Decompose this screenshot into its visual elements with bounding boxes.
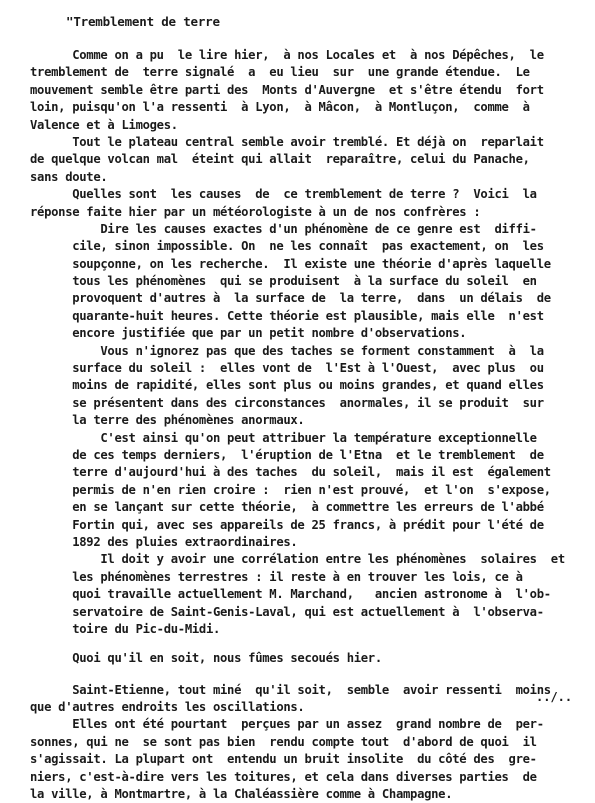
paragraph bbox=[30, 716, 575, 803]
spacer bbox=[30, 638, 575, 650]
text-line: les phénomènes terrestres : il reste à en trouver les lois, ce à bbox=[30, 569, 523, 584]
text-line: sonnes, qui ne se sont pas bien rendu compte tout d'abord de quoi il bbox=[30, 734, 537, 749]
text-line: sans doute. bbox=[30, 169, 108, 184]
text-line: surface du soleil : elles vont de l'Est à l'Ouest, avec plus ou bbox=[30, 361, 544, 376]
text-line: Elles ont été pourtant perçues par un assez grand nombre de per- bbox=[30, 717, 544, 732]
text-line: mouvement semble être parti des Monts d'Auvergne et s'être étendu fort bbox=[30, 82, 544, 97]
text-line: Vous n'ignorez pas que des taches se forment constamment à la bbox=[30, 343, 544, 358]
text-line: la terre des phénomènes anormaux. bbox=[30, 413, 305, 428]
quote-paragraph bbox=[30, 221, 575, 343]
text-line: Tout le plateau central semble avoir tremblé. Et déjà on reparlait bbox=[30, 134, 544, 149]
text-line: loin, puisqu'on l'a ressenti à Lyon, à Mâcon, à Montluçon, comme à bbox=[30, 100, 530, 115]
text-line: se présentent dans des circonstances anormales, il se produit sur bbox=[30, 395, 544, 410]
text-line: toire du Pic-du-Midi. bbox=[30, 621, 221, 636]
text-line: soupçonne, on les recherche. Il existe une théorie d'après laquelle bbox=[30, 256, 551, 271]
text-line: C'est ainsi qu'on peut attribuer la température exceptionnelle bbox=[30, 430, 537, 445]
text-line: de quelque volcan mal éteint qui allait reparaître, celui du Panache, bbox=[30, 152, 530, 167]
text-line: tous les phénomènes qui se produisent à la surface du soleil en bbox=[30, 274, 537, 289]
text-line: quarante-huit heures. Cette théorie est plausible, mais elle n'est bbox=[30, 308, 544, 323]
paragraph bbox=[30, 186, 575, 221]
text-line: Quoi qu'il en soit, nous fûmes secoués hier. bbox=[30, 651, 382, 666]
text-line: Saint-Etienne, tout miné qu'il soit, semble avoir ressenti moins bbox=[30, 682, 551, 697]
text-line: Il doit y avoir une corrélation entre les phénomènes solaires et bbox=[30, 552, 565, 567]
text-line: niers, c'est-à-dire vers les toitures, et cela dans diverses parties de bbox=[30, 769, 537, 784]
text-line: réponse faite hier par un météorologiste à un de nos confrères : bbox=[30, 204, 481, 219]
text-line: Valence et à Limoges. bbox=[30, 117, 178, 132]
text-line: provoquent d'autres à la surface de la terre, dans un délais de bbox=[30, 291, 551, 306]
text-line: Quelles sont les causes de ce tremblement de terre ? Voici la bbox=[30, 187, 537, 202]
text-line: Dire les causes exactes d'un phénomène de ce genre est diffi- bbox=[30, 221, 537, 236]
text-line: Fortin qui, avec ses appareils de 25 francs, à prédit pour l'été de bbox=[30, 517, 544, 532]
quote-paragraph bbox=[30, 430, 575, 552]
text-line: la ville, à Montmartre, à la Chaléassière comme à Champagne. bbox=[30, 787, 453, 802]
continuation-marker: ../.. bbox=[536, 690, 573, 704]
text-line: quoi travaille actuellement M. Marchand, ancien astronome à l'ob- bbox=[30, 587, 551, 602]
text-line: 1892 des pluies extraordinaires. bbox=[30, 534, 298, 549]
article-body bbox=[30, 47, 575, 803]
text-line: que d'autres endroits les oscillations. bbox=[30, 700, 305, 715]
spacer bbox=[30, 668, 575, 682]
text-line: de ces temps derniers, l'éruption de l'Etna et le tremblement de bbox=[30, 447, 544, 462]
paragraph bbox=[30, 134, 575, 186]
text-line: Comme on a pu le lire hier, à nos Locales et à nos Dépêches, le bbox=[30, 48, 544, 62]
article-title: "Tremblement de terre bbox=[66, 14, 220, 29]
text-line: cile, sinon impossible. On ne les connaît pas exactement, on les bbox=[30, 239, 544, 254]
quote-paragraph bbox=[30, 551, 575, 638]
paragraph bbox=[30, 650, 575, 667]
text-line: encore justifiée que par un petit nombre d'observations. bbox=[30, 326, 467, 341]
text-line: en se lançant sur cette théorie, à commettre les erreurs de l'abbé bbox=[30, 500, 544, 515]
text-line: permis de n'en rien croire : rien n'est prouvé, et l'on s'expose, bbox=[30, 482, 551, 497]
quote-paragraph bbox=[30, 343, 575, 430]
text-line: tremblement de terre signalé a eu lieu sur une grande étendue. Le bbox=[30, 65, 530, 80]
text-line: servatoire de Saint-Genis-Laval, qui est actuellement à l'observa- bbox=[30, 604, 544, 619]
paragraph bbox=[30, 47, 575, 134]
text-line: s'agissait. La plupart ont entendu un bruit insolite du côté des gre- bbox=[30, 752, 537, 767]
text-line: moins de rapidité, elles sont plus ou moins grandes, et quand elles bbox=[30, 378, 544, 393]
paragraph bbox=[30, 682, 575, 717]
text-line: terre d'aujourd'hui à des taches du soleil, mais il est également bbox=[30, 465, 551, 480]
